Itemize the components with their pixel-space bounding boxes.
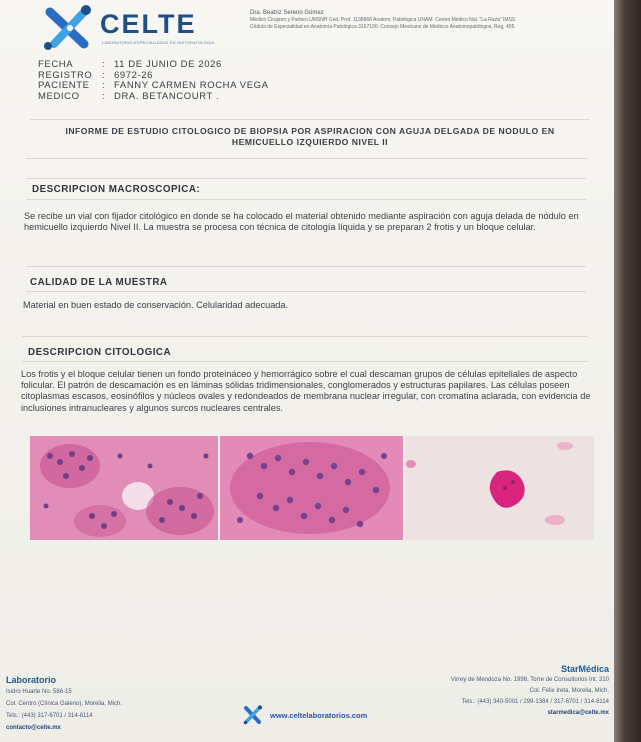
micrograph-3 (405, 436, 594, 540)
field-label: PACIENTE (38, 80, 90, 91)
footer-lab-email[interactable]: contacto@celte.mx (6, 725, 61, 731)
divider (26, 178, 586, 179)
footer-starmedica-address: Virrey de Mendoza No. 1998, Torre de Consultorios Int. 310 (450, 677, 609, 683)
footer-lab-address: Col. Centro (Clínica Galeno), Morelia, Mich. (6, 701, 123, 707)
patient-info (38, 60, 269, 102)
footer-lab-phone: Tels.: (443) 317-6701 / 314-8114 (6, 713, 93, 719)
patient-row-date (38, 60, 269, 71)
doctor-name: Dra. Beatriz Sereno Gómez (250, 10, 324, 16)
report-title-line: INFORME DE ESTUDIO CITOLOGICO DE BIOPSIA POR ASPIRACION CON AGUJA DELGADA DE NODULO EN (65, 126, 555, 136)
footer-starmedica-contact (409, 664, 609, 719)
field-separator: : (102, 80, 106, 91)
cyto-section-text: Los frotis y el bloque celular tienen un fondo proteináceo y hemorrágico sobre el cual descaman grupos de células epiteliales de aspecto folicular. El patrón de descamación es en láminas sólidas tridimensionales, conglomerados y estructuras papilares. Las células poseen citoplasmas escasos, eosinófilos y núcleos ovales y redondeados de membrana nuclear irregular, con cromatina aclarada, con evidencia de inclusiones intranucleares y algunos surcos nucleares centrales. (21, 369, 591, 413)
divider (26, 158, 588, 159)
footer-starmedica-phone: Tels.: (443) 340-5001 / 299-1384 / 317-6701 / 314-8114 (461, 699, 609, 705)
footer-starmedica-address: Col. Félix Ireta, Morelia, Mich. (529, 688, 609, 694)
report-title (36, 126, 584, 147)
cyto-section-title: DESCRIPCION CITOLOGICA (28, 347, 172, 358)
divider (26, 266, 586, 267)
divider (22, 361, 588, 362)
celte-logo (40, 4, 220, 56)
website-link[interactable]: www.celtelaboratorios.com (270, 710, 368, 720)
divider (22, 336, 588, 337)
background-edge (614, 0, 641, 742)
micrograph-2 (220, 436, 403, 540)
micrograph-strip (30, 436, 594, 540)
field-value: 11 DE JUNIO DE 2026 (114, 59, 222, 70)
micrograph-1 (30, 436, 218, 540)
doctor-credentials (250, 10, 590, 31)
field-label: MEDICO (38, 90, 80, 102)
field-value: DRA. BETANCOURT . (114, 90, 220, 102)
brand-tagline: LABORATORIO ESPECIALIZADO EN HISTOPATOLOGIA (102, 40, 215, 45)
quality-section-text: Material en buen estado de conservación. Celularidad adecuada. (23, 300, 289, 310)
logo-x-small-icon (242, 705, 264, 725)
footer-starmedica-title: StarMédica (560, 664, 609, 674)
brand-name: CELTE (100, 9, 197, 39)
footer-lab-contact (6, 674, 122, 734)
footer-lab-address: Isidro Huarte No. 586-15 (6, 689, 72, 695)
report-title-line: HEMICUELLO IZQUIERDO NIVEL II (231, 136, 389, 147)
footer-website (242, 705, 367, 725)
footer-lab-title: Laboratorio (6, 675, 57, 685)
logo-x-icon (40, 4, 98, 52)
divider (30, 119, 590, 120)
field-separator: : (102, 69, 106, 81)
field-label: REGISTRO (38, 69, 93, 81)
field-separator: : (102, 59, 106, 70)
field-value: 6972-26 (114, 69, 154, 81)
field-value: FANNY CARMEN ROCHA VEGA (114, 80, 269, 91)
patient-row-physician (38, 92, 269, 103)
patient-row-name (38, 81, 269, 92)
doctor-credential-line: Médico Cirujano y Partero UMSNH Ced. Prof. 1138868 Anatom. Patológica UNAM. Centro Médico Nal. "La Raza" IMSS (250, 17, 516, 23)
doctor-credential-line: Cédula de Especialidad en Anatomía Patológica 3167190. Consejo Mexicano de Médicos Anatomopatólogos, Reg. 405 (250, 24, 515, 30)
field-separator: : (102, 90, 106, 102)
macro-section-text: Se recibe un vial con fijador citológico en donde se ha colocado el material obtenido mediante aspiración con aguja delada de nódulo en hemicuello izquierdo Nivel II. La muestra se procesa con técnica de citología líquida y se preparan 2 frotis y un bloque celular. (24, 211, 579, 233)
divider (26, 291, 586, 292)
field-label: FECHA (38, 59, 74, 70)
divider (26, 199, 586, 200)
macro-section-title: DESCRIPCION MACROSCOPICA: (32, 184, 201, 195)
footer-starmedica-email[interactable]: starmedica@celte.mx (547, 710, 609, 716)
quality-section-title: CALIDAD DE LA MUESTRA (30, 277, 168, 288)
